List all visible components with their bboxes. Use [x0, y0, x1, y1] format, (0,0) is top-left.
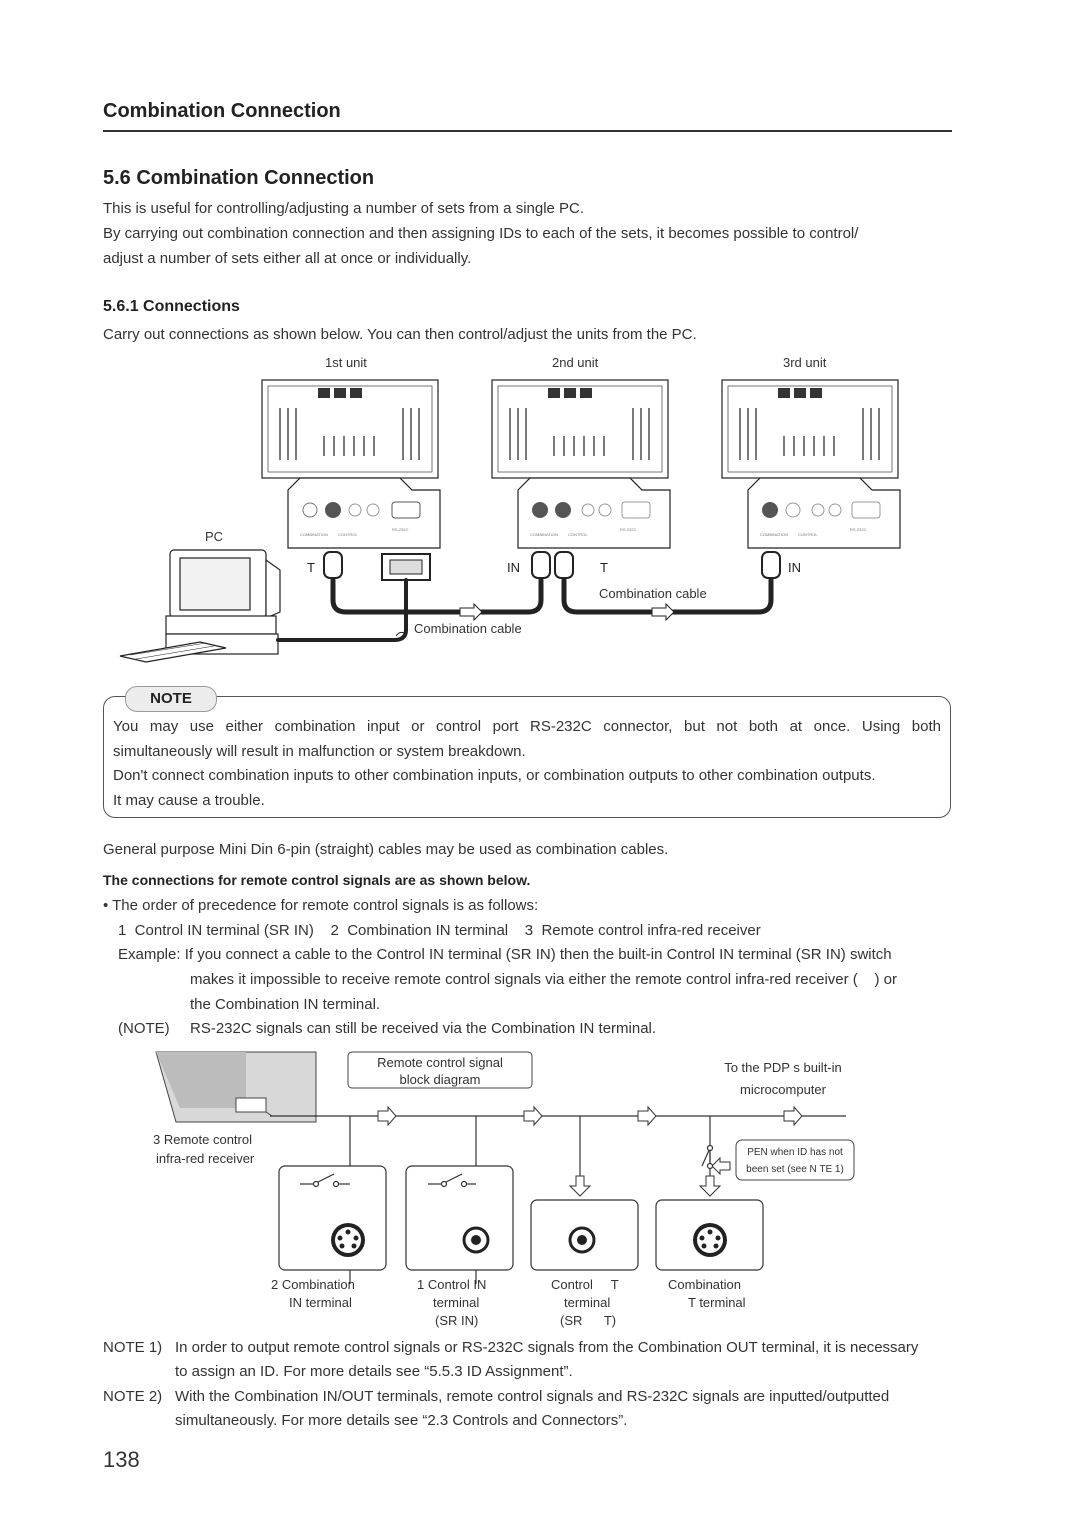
jack-label: RS-232C [620, 527, 637, 532]
header-rule [103, 130, 952, 132]
terminal-box-combination-in [279, 1166, 386, 1270]
terminal-label: (SR IN) [435, 1313, 479, 1328]
unit2-in-plug [532, 552, 550, 578]
block-diagram [150, 1048, 860, 1338]
note1-line2: to assign an ID. For more details see “5.5.3 ID Assignment”. [175, 1363, 573, 1380]
unit2-out-plug [555, 552, 573, 578]
remote-example-3: the Combination IN terminal. [190, 996, 381, 1013]
pdp-label-1: To the PDP s built-in [724, 1060, 842, 1075]
terminal-label: Combination [668, 1277, 741, 1292]
remote-bullet: • The order of precedence for remote control signals is as follows: [103, 897, 539, 914]
port-label-t2: T [600, 560, 608, 575]
note-tag: NOTE [125, 686, 217, 712]
terminal-label: Control T [551, 1277, 619, 1292]
running-header: Combination Connection [103, 100, 341, 122]
unit3-panel [722, 380, 898, 478]
block-title-2: block diagram [399, 1072, 481, 1087]
note2-line2: simultaneously. For more details see “2.3 Controls and Connectors”. [175, 1412, 628, 1429]
jack-label: RS-232C [392, 527, 409, 532]
general-text: General purpose Mini Din 6-pin (straight) cables may be used as combination cables. [103, 841, 669, 858]
connections-text: Carry out connections as shown below. You can then control/adjust the units from the PC. [103, 326, 697, 343]
terminal-label: 1 Control IN [417, 1277, 487, 1292]
cable-label-2: Combination cable [414, 621, 522, 636]
subsection-title: 5.6.1 Connections [103, 298, 240, 315]
jack-label: COMBINATION [300, 532, 328, 537]
note-line-1a: You may use either combination input or control port RS-232C connector, but not both at once. Using both [113, 718, 941, 735]
jack-label: CONTROL [798, 532, 818, 537]
remote-title: The connections for remote control signals are as shown below. [103, 872, 531, 888]
intro-line-2b: adjust a number of sets either all at once or individually. [103, 250, 472, 267]
remote-note-label: (NOTE) [118, 1020, 170, 1037]
connection-diagram [100, 350, 960, 670]
port-label-t1: T [307, 560, 315, 575]
control-out-jack-icon [570, 1228, 594, 1252]
page-number: 138 [103, 1447, 140, 1472]
terminal-label: terminal [564, 1295, 611, 1310]
open-note-1: PEN when ID has not [747, 1147, 843, 1158]
note-line-1b: simultaneously will result in malfunction or system breakdown. [113, 743, 526, 760]
intro-line-1: This is useful for controlling/adjusting a number of sets from a single PC. [103, 200, 585, 217]
terminal-label: 2 Combination [271, 1277, 355, 1292]
block-title-1: Remote control signal [377, 1055, 503, 1070]
unit1-panel [262, 380, 438, 478]
note1-line1: In order to output remote control signals or RS-232C signals from the Combination OUT terminal, it is necessary [175, 1339, 919, 1356]
jack-label: COMBINATION [530, 532, 558, 537]
combination-out-jack-icon [693, 1223, 727, 1257]
receiver-label-1: 3 Remote control [153, 1132, 252, 1147]
remote-example-2: makes it impossible to receive remote control signals via either the remote control infra-red receiver ( ) or [190, 971, 897, 988]
port-label-in3: IN [788, 560, 801, 575]
note-line-2b: It may cause a trouble. [113, 792, 265, 809]
port-label-in2: IN [507, 560, 520, 575]
terminal-label: IN terminal [289, 1295, 352, 1310]
remote-note-text: RS-232C signals can still be received via the Combination IN terminal. [190, 1020, 657, 1037]
remote-example-1: Example: If you connect a cable to the Control IN terminal (SR IN) then the built-in Control IN terminal (SR IN) switch [118, 946, 892, 963]
terminal-box-control-in [406, 1166, 513, 1270]
unit2-label: 2nd unit [552, 355, 599, 370]
rs232c-plug [382, 554, 430, 580]
terminal-label: (SR T) [560, 1313, 617, 1328]
jack-label: RS-232C [850, 527, 867, 532]
unit2-panel [492, 380, 668, 478]
note1-label: NOTE 1) [103, 1339, 163, 1356]
intro-line-2a: By carrying out combination connection and then assigning IDs to each of the sets, it becomes possible to control/ [103, 225, 859, 242]
cable-label-1: Combination cable [599, 586, 707, 601]
note-line-2a: Don't connect combination inputs to other combination inputs, or combination outputs to other combination outputs. [113, 767, 876, 784]
open-note-2: been set (see N TE 1) [746, 1164, 844, 1175]
unit3-label: 3rd unit [783, 355, 827, 370]
remote-order: 1 Control IN terminal (SR IN) 2 Combination IN terminal 3 Remote control infra-red receiver [118, 922, 761, 939]
pdp-label-2: microcomputer [740, 1082, 826, 1097]
unit1-out-plug [324, 552, 342, 578]
pc-illustration [120, 550, 280, 662]
unit3-in-plug [762, 552, 780, 578]
combination-in-jack-icon [331, 1223, 365, 1257]
note2-label: NOTE 2) [103, 1388, 163, 1405]
jack-label: CONTROL [338, 532, 358, 537]
unit1-label: 1st unit [325, 355, 367, 370]
section-title: 5.6 Combination Connection [103, 167, 375, 189]
note2-line1: With the Combination IN/OUT terminals, remote control signals and RS-232C signals are inputted/outputted [175, 1388, 890, 1405]
control-in-jack-icon [464, 1228, 488, 1252]
receiver-label-2: infra-red receiver [156, 1151, 255, 1166]
terminal-label: T terminal [688, 1295, 746, 1310]
terminal-label: terminal [433, 1295, 480, 1310]
pc-label: PC [205, 529, 224, 544]
jack-label: COMBINATION [760, 532, 788, 537]
jack-label: CONTROL [568, 532, 588, 537]
